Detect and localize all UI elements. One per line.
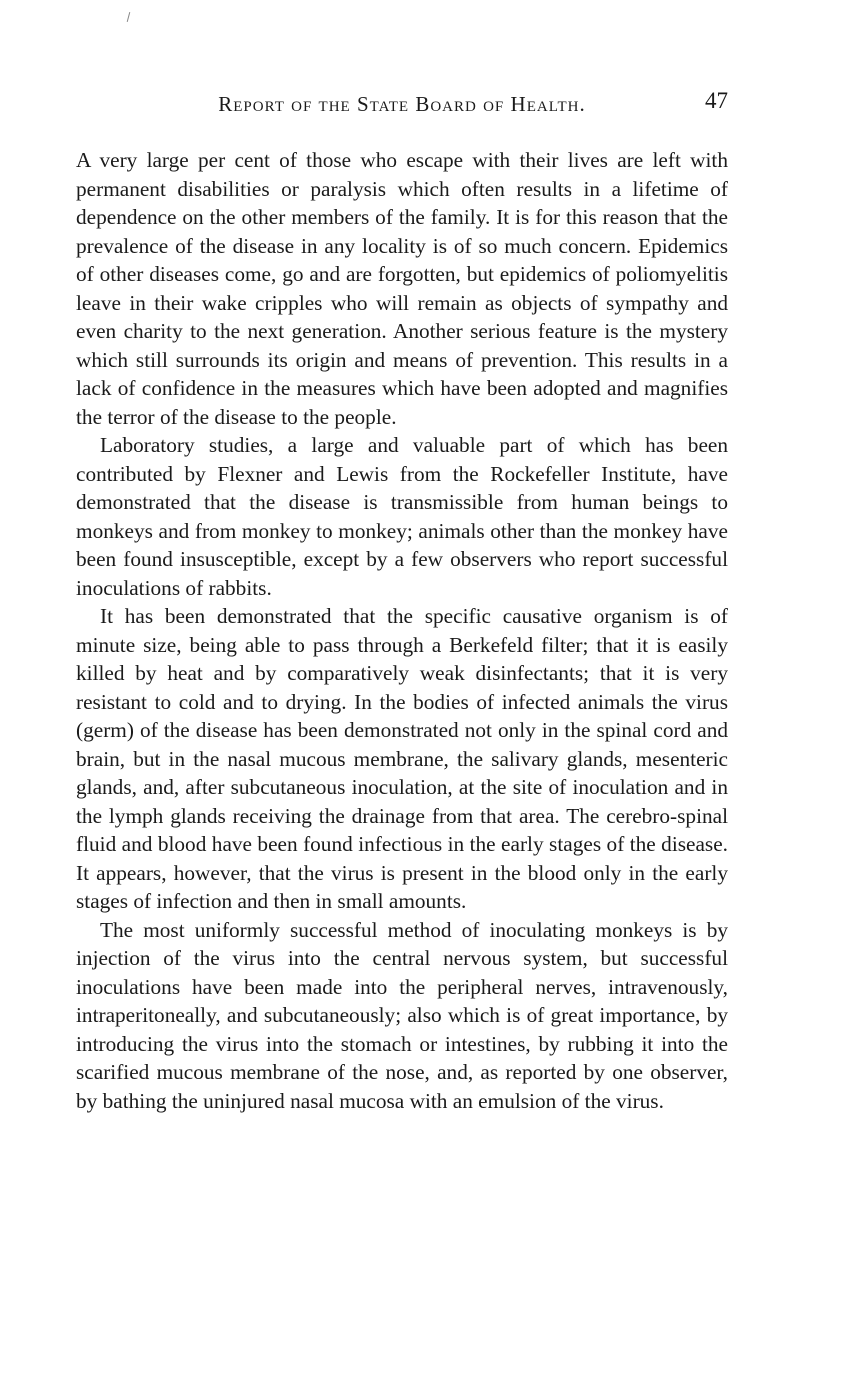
header-title: Report of the State Board of Health. <box>218 92 586 116</box>
body-text <box>76 146 728 1115</box>
stray-mark <box>127 12 131 22</box>
page-number: 47 <box>705 88 728 113</box>
paragraph-2: Laboratory studies, a large and valuable part of which has been contributed by Flexner and Lewis from the Rockefeller Institute, have demonstrated that the disease is transmissible from human beings to monkeys and from monkey to monkey; animals other than the monkey have been found insusceptible, except by a few observers who report successful inoculations of rabbits. <box>76 433 728 600</box>
running-head <box>76 88 728 118</box>
paragraph-3: It has been demonstrated that the specific causative organism is of minute size, being able to pass through a Berkefeld filter; that it is easily killed by heat and by comparatively weak disinfectants; that it is very resistant to cold and to drying. In the bodies of infected animals the virus (germ) of the disease has been demonstrated not only in the spinal cord and brain, but in the nasal mucous membrane, the salivary glands, mesenteric glands, and, after subcutaneous inoculation, at the site of inoculation and in the lymph glands receiving the drainage from that area. The cerebro-spinal fluid and blood have been found infectious in the early stages of the disease. It appears, however, that the virus is present in the blood only in the early stages of infection and then in small amounts. <box>76 604 728 913</box>
paragraph-1: A very large per cent of those who escape with their lives are left with permanent disabilities or paralysis which often results in a lifetime of dependence on the other members of the family. It is for this reason that the prevalence of the disease in any locality is of so much concern. Epidemics of other diseases come, go and are forgotten, but epidemics of poliomyelitis leave in their wake cripples who will remain as objects of sympathy and even charity to the next generation. Another serious feature is the mystery which still surrounds its origin and means of prevention. This results in a lack of confidence in the measures which have been adopted and magnifies the terror of the disease to the people. <box>76 148 728 429</box>
paragraph-4: The most uniformly successful method of inoculating monkeys is by injection of the virus into the central nervous system, but successful inoculations have been made into the peripheral nerves, intravenously, intraperitoneally, and subcutaneously; also which is of great importance, by introducing the virus into the stomach or intestines, by rubbing it into the scarified mucous membrane of the nose, and, as reported by one observer, by bathing the uninjured nasal mucosa with an emulsion of the virus. <box>76 917 728 1113</box>
